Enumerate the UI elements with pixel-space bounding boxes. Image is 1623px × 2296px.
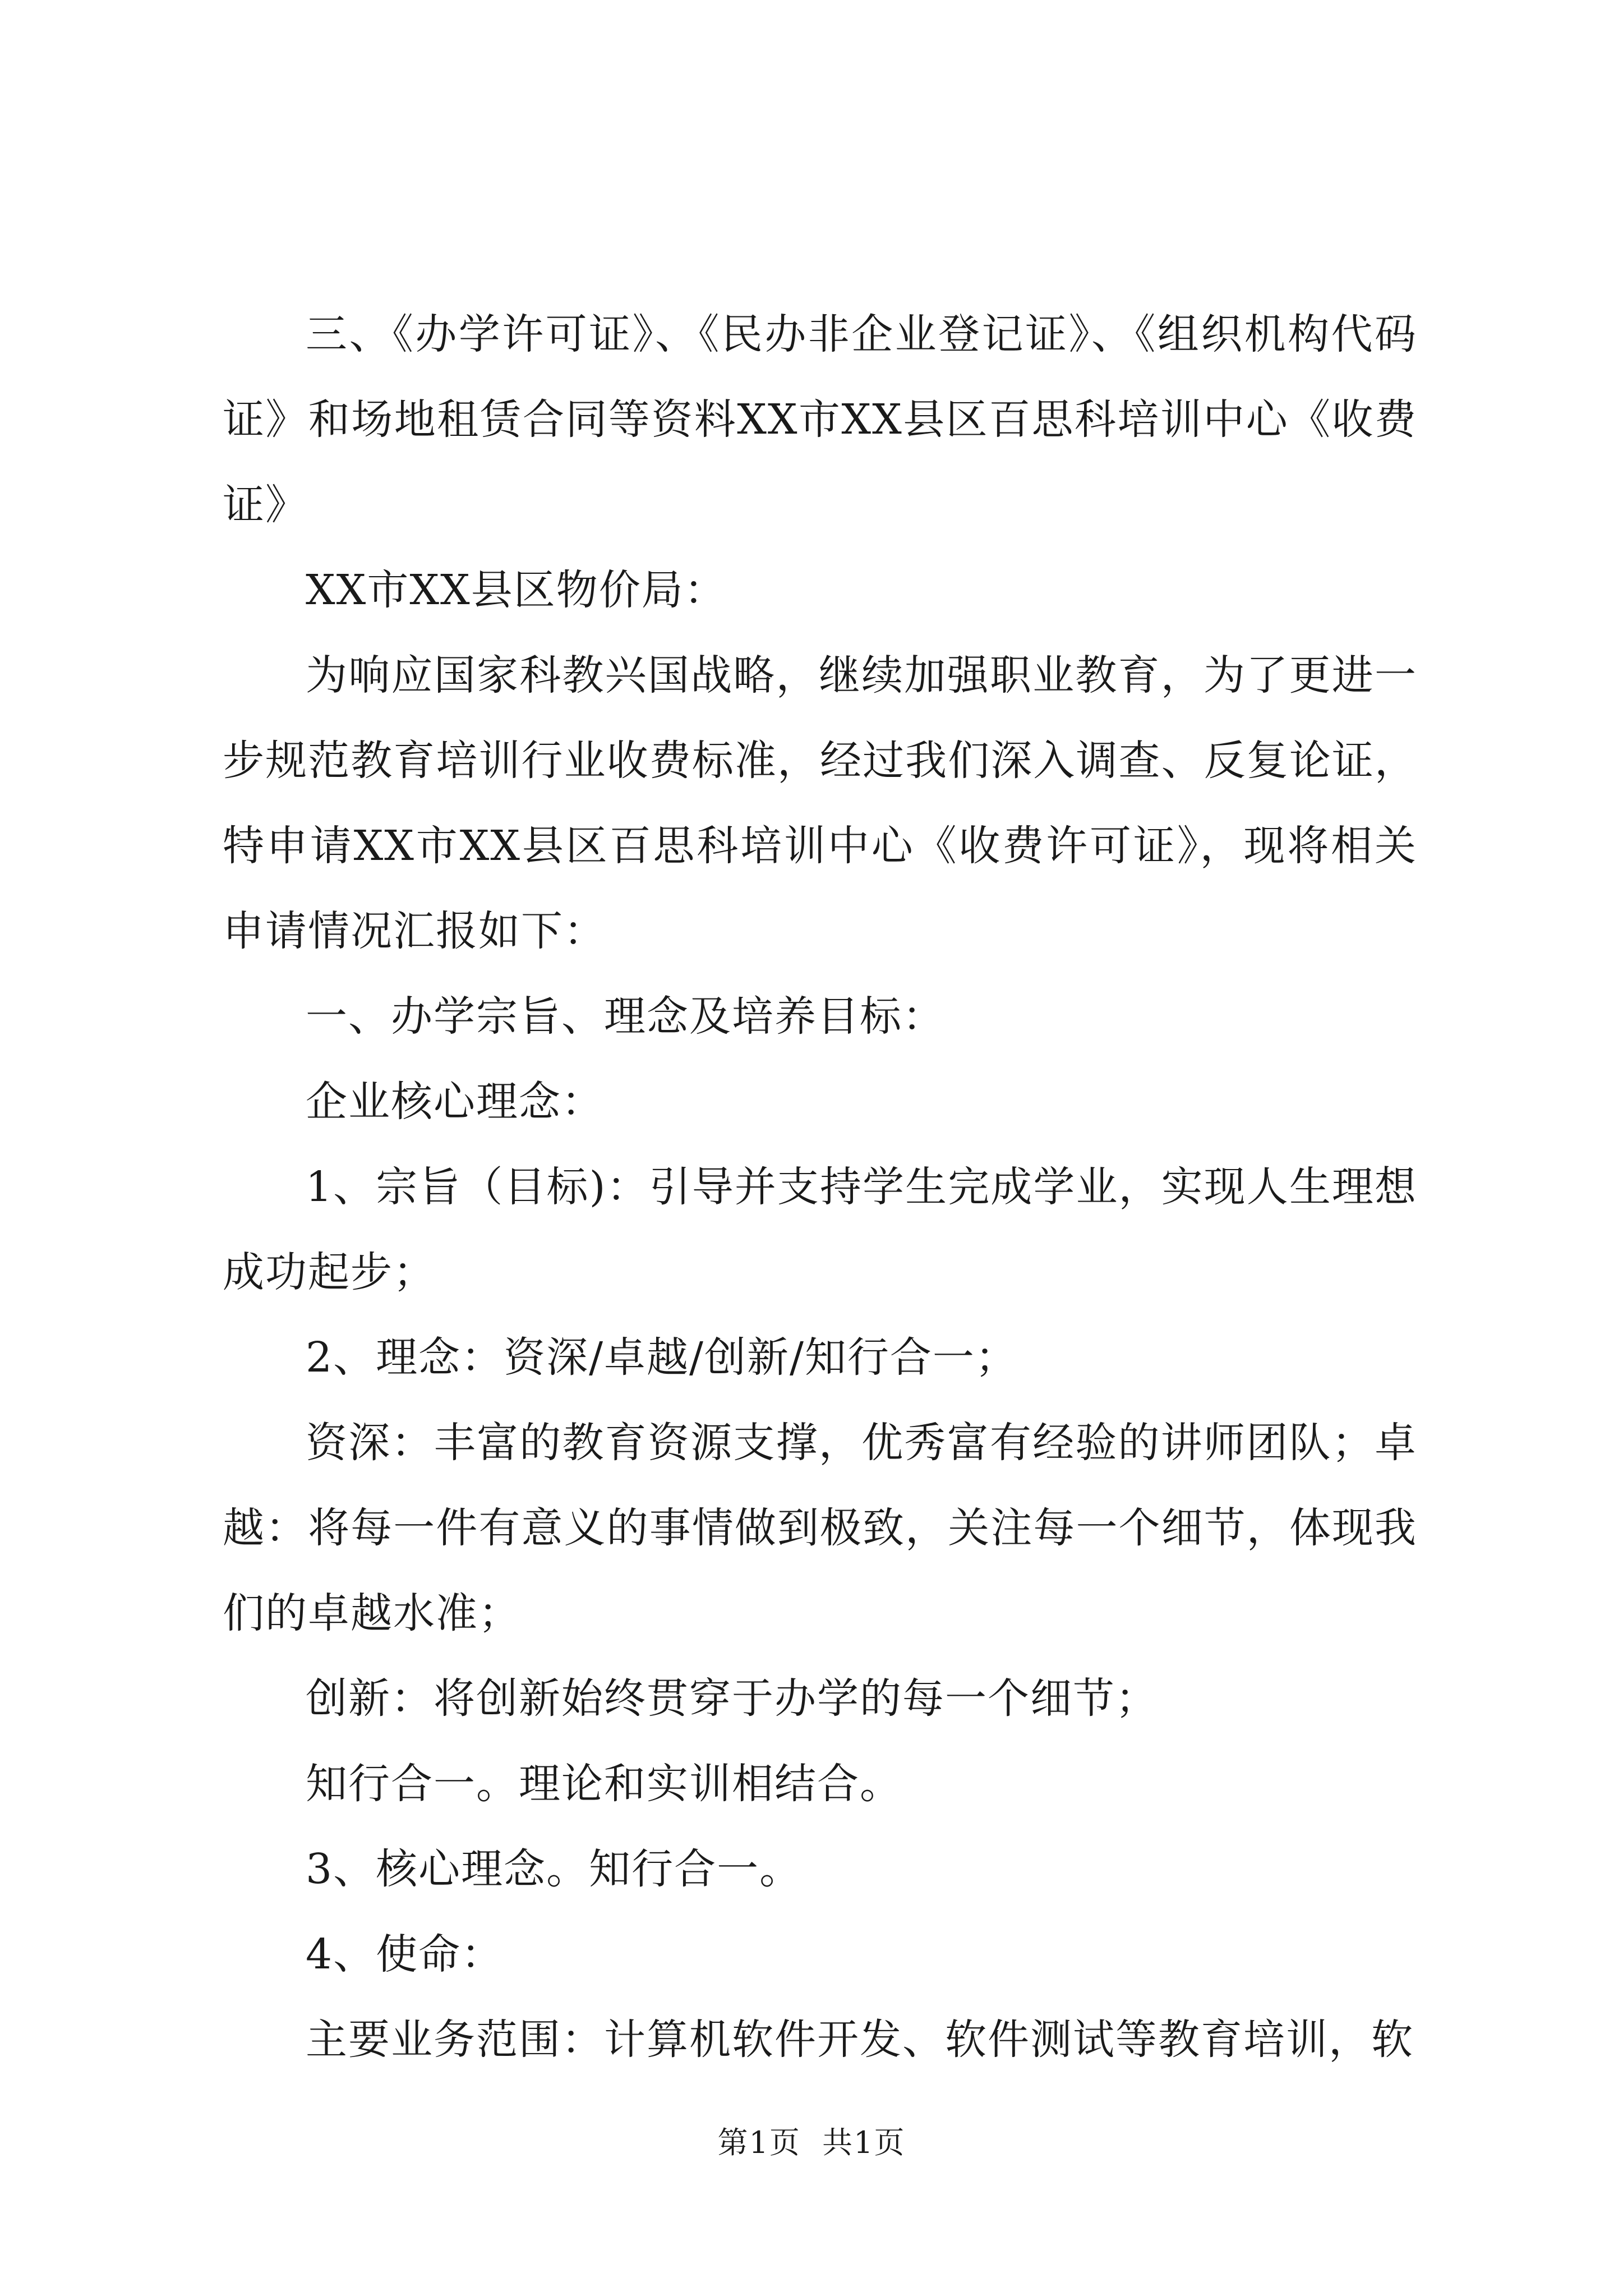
paragraph-attachment-list: 三、《办学许可证》、《民办非企业登记证》、《组织机构代码证》和场地租赁合同等资料XX市XX县区百思科培训中心《收费证》 [223, 310, 1417, 529]
paragraph-addressee: XX市XX县区物价局： [306, 566, 727, 614]
page-number-footer: 第1页 共1页 [717, 2125, 906, 2160]
paragraph-section-heading-1: 一、办学宗旨、理念及培养目标： [306, 992, 945, 1041]
paragraph-core-philosophy: 3、核心理念。知行合一。 [306, 1845, 803, 1893]
paragraph-experienced-excellence: 资深：丰富的教育资源支撑，优秀富有经验的讲师团队；卓越：将每一件有意义的事情做到极致，关注每一个细节，体现我们的卓越水准； [223, 1419, 1417, 1637]
paragraph-knowledge-action: 知行合一。理论和实训相结合。 [306, 1760, 902, 1808]
document-body [223, 292, 1417, 2082]
paragraph-purpose: 1、宗旨（目标)：引导并支持学生完成学业，实现人生理想成功起步； [223, 1163, 1417, 1296]
paragraph-mission: 4、使命： [306, 1930, 504, 1978]
paragraph-core-concept-heading: 企业核心理念： [306, 1078, 604, 1126]
paragraph-business-scope: 主要业务范围：计算机软件开发、软件测试等教育培训，软 [306, 2016, 1414, 2064]
paragraph-philosophy: 2、理念：资深/卓越/创新/知行合一； [306, 1333, 1018, 1382]
paragraph-introduction: 为响应国家科教兴国战略，继续加强职业教育，为了更进一步规范教育培训行业收费标准，经过我们深入调查、反复论证，特申请XX市XX县区百思科培训中心《收费许可证》，现将相关申请情况汇报如下： [223, 651, 1417, 955]
paragraph-innovation: 创新：将创新始终贯穿于办学的每一个细节； [306, 1674, 1158, 1723]
